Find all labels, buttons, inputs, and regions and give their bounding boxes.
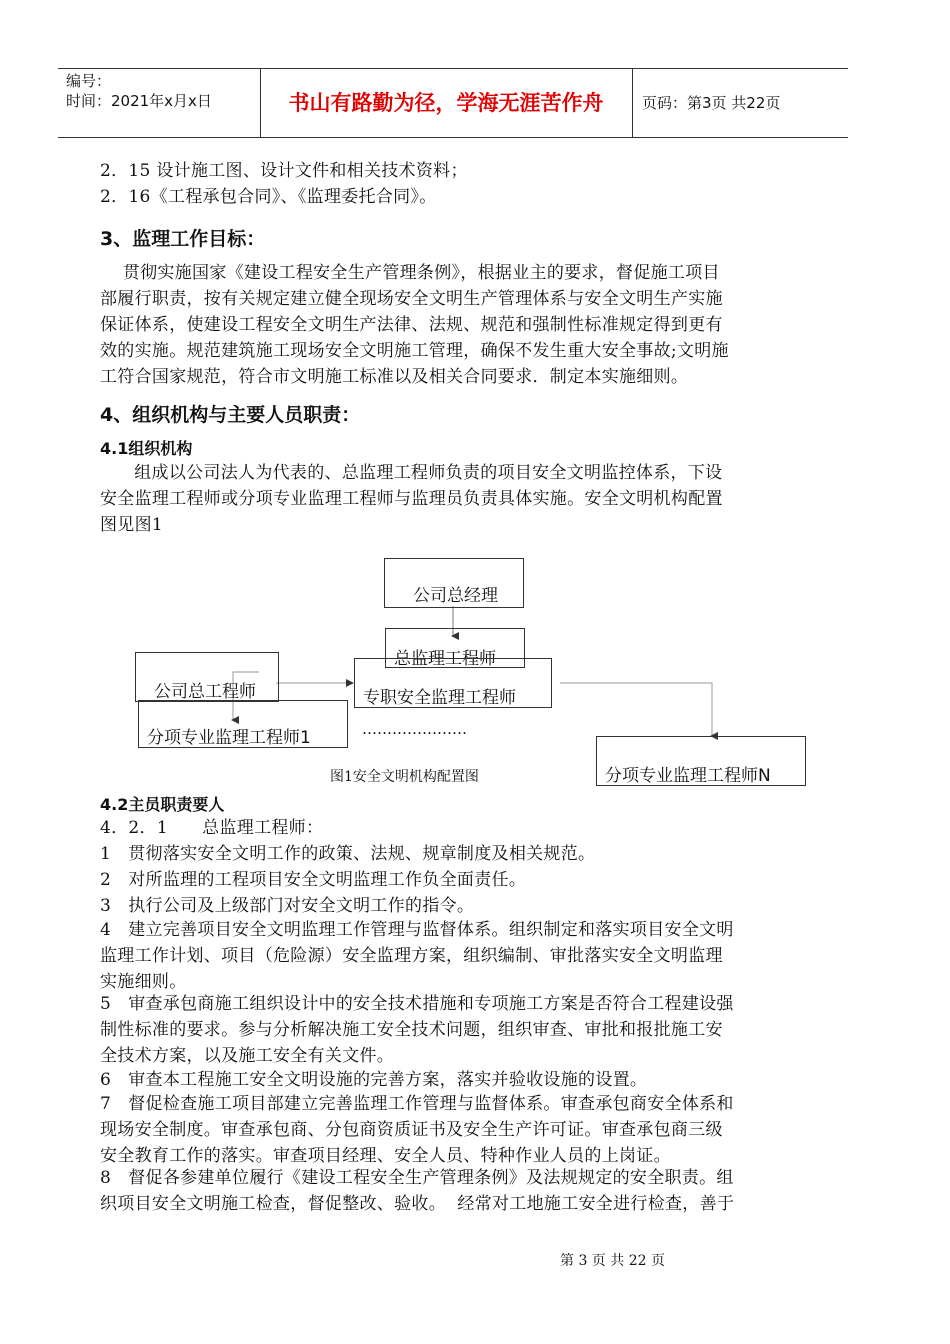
org-label: 专职安全监理工程师	[363, 688, 516, 708]
org-label: 总监理工程师	[394, 649, 496, 669]
duty-line: 安全教育工作的落实。审查项目经理、安全人员、特种作业人员的上岗证。	[100, 1146, 671, 1166]
org-box-safety-engineer	[354, 658, 552, 708]
paragraph-line: 效的实施。规范建筑施工现场安全文明施工管理，确保不发生重大安全事故;文明施	[100, 341, 729, 361]
header-motto: 书山有路勤为径，学海无涯苦作舟	[288, 91, 604, 115]
duty-line: 实施细则。	[100, 972, 187, 992]
duty-line: 3 执行公司及上级部门对安全文明工作的指令。	[100, 896, 475, 916]
duty-line: 现场安全制度。审查承包商、分包商资质证书及安全生产许可证。审查承包商三级	[100, 1120, 723, 1140]
paragraph-line: 图见图1	[100, 515, 164, 535]
subsection-4-2-1: 4．2．1 总监理工程师：	[100, 818, 324, 838]
paragraph-line: 部履行职责，按有关规定建立健全现场安全文明生产管理体系与安全文明生产实施	[100, 289, 723, 309]
org-label: 分项专业监理工程师1	[147, 728, 311, 748]
org-ellipsis: …………………	[362, 720, 467, 738]
org-label: 公司总经理	[413, 586, 498, 606]
duty-line: 监理工作计划、项目（危险源）安全监理方案，组织编制、审批落实安全文明监理	[100, 946, 723, 966]
org-box-general-manager	[384, 558, 524, 608]
org-box-specialty-1	[138, 700, 348, 748]
duty-line: 2 对所监理的工程项目安全文明监理工作负全面责任。	[100, 870, 527, 890]
header-time: 时间：2021年x月x日	[66, 92, 212, 110]
header-page-info: 页码：第3页 共22页	[642, 94, 781, 112]
org-label: 分项专业监理工程师N	[605, 766, 771, 786]
duty-line: 4 建立完善项目安全文明监理工作管理与监督体系。组织制定和落实项目安全文明	[100, 920, 734, 940]
duty-line: 1 贯彻落实安全文明工作的政策、法规、规章制度及相关规范。	[100, 844, 596, 864]
section-3-title: 3、监理工作目标：	[100, 228, 266, 250]
paragraph-line: 保证体系，使建设工程安全文明生产法律、法规、规范和强制性标准规定得到更有	[100, 315, 723, 335]
paragraph-line: 贯彻实施国家《建设工程安全生产管理条例》，根据业主的要求，督促施工项目	[100, 263, 720, 283]
duty-line: 7 督促检查施工项目部建立完善监理工作管理与监督体系。审查承包商安全体系和	[100, 1094, 734, 1114]
item-2-15: 2．15 设计施工图、设计文件和相关技术资料；	[100, 161, 468, 181]
paragraph-line: 工符合国家规范，符合市文明施工标准以及相关合同要求．制定本实施细则。	[100, 367, 689, 387]
org-box-specialty-n	[596, 736, 806, 786]
duty-line: 6 审查本工程施工安全文明设施的完善方案，落实并验收设施的设置。	[100, 1070, 648, 1090]
subsection-4-2-title: 4.2主员职责要人	[100, 795, 225, 814]
section-4-title: 4、组织机构与主要人员职责：	[100, 404, 361, 426]
connector-to-specialty-n	[560, 683, 712, 736]
duty-line: 织项目安全文明施工检查，督促整改、验收。 经常对工地施工安全进行检查，善于	[100, 1194, 735, 1214]
paragraph-line: 安全监理工程师或分项专业监理工程师与监理员负责具体实施。安全文明机构配置	[100, 489, 723, 509]
page-footer: 第 3 页 共 22 页	[560, 1253, 665, 1269]
org-label: 公司总工程师	[154, 682, 256, 702]
figure-caption: 图1安全文明机构配置图	[330, 769, 479, 785]
duty-line: 8 督促各参建单位履行《建设工程安全生产管理条例》及法规规定的安全职责。组	[100, 1168, 734, 1188]
duty-line: 制性标准的要求。参与分析解决施工安全技术问题，组织审查、审批和报批施工安	[100, 1020, 723, 1040]
duty-line: 5 审查承包商施工组织设计中的安全技术措施和专项施工方案是否符合工程建设强	[100, 994, 734, 1014]
item-2-16: 2．16《工程承包合同》、《监理委托合同》。	[100, 187, 437, 207]
subsection-4-1-title: 4.1组织机构	[100, 439, 193, 458]
duty-line: 全技术方案，以及施工安全有关文件。	[100, 1046, 395, 1066]
header-number: 编号：	[66, 72, 112, 90]
paragraph-line: 组成以公司法人为代表的、总监理工程师负责的项目安全文明监控体系，下设	[100, 463, 723, 483]
org-box-chief-engineer	[135, 652, 279, 702]
